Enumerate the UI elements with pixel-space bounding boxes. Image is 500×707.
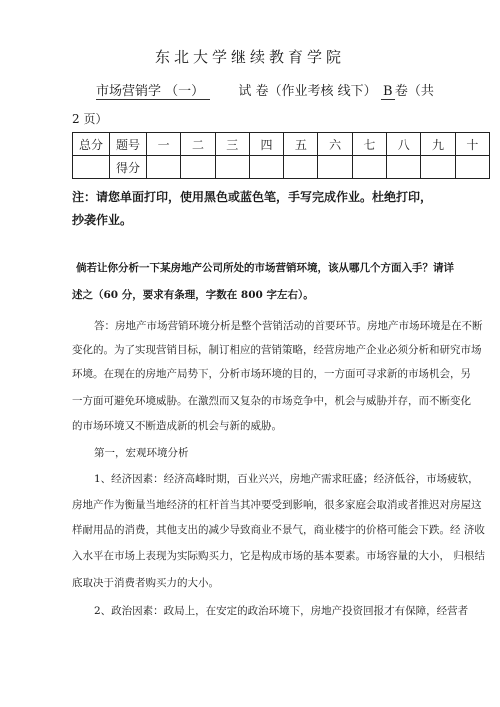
score-cell: 一 [147, 133, 181, 156]
answer-line: 2、政治因素：政局上，在安定的政治环境下，房地产投资回报才有保障，经营者 [94, 605, 469, 617]
score-cell [352, 156, 386, 179]
course-name: 市场营销学 （一） [96, 80, 210, 100]
exam-type: 试 卷（作业考核 线下） [238, 84, 377, 99]
score-cell [455, 156, 489, 179]
answer-line: 答：房地产市场营销环境分析是整个营销活动的首要环节。房地产市场环境是在不断 [94, 320, 483, 332]
score-cell [215, 156, 249, 179]
notice-line-1: 注：请您单面打印，使用黑色或蓝色笔，手写完成作业。杜绝打印， [72, 190, 433, 204]
score-cell: 六 [318, 133, 352, 156]
score-cell: 题号 [110, 133, 147, 156]
score-cell [147, 156, 181, 179]
paper-version: B [381, 84, 395, 100]
score-cell [181, 156, 215, 179]
answer-line: 的市场环境又不断造成新的机会与新的威胁。 [72, 420, 282, 432]
score-cell [318, 156, 352, 179]
section-heading: 第一，宏观环境分析 [94, 447, 189, 459]
answer-line: 环境。在现在的房地产局势下，分析市场环境的目的，一方面可寻求新的市场机会，另 [72, 368, 471, 380]
answer-line: 变化的。为了实现营销目标，制订相应的营销策略，经营房地产企业必须分析和研究市场 [72, 344, 482, 356]
score-cell [284, 156, 318, 179]
score-cell [421, 156, 455, 179]
score-cell: 十 [455, 133, 489, 156]
score-table-score-row [73, 156, 490, 179]
answer-line: 入水平在市场上表现为实际购买力，它是构成市场的基本要素。市场容量的大小， 归根结 [72, 550, 485, 562]
answer-line: 样耐用品的消费，其他支出的减少导致商业不景气，商业楼宇的价格可能会下跌。经 济收 [72, 524, 485, 536]
score-table [72, 132, 490, 179]
score-cell [249, 156, 283, 179]
total-pages-prefix: 卷（共 [394, 84, 434, 99]
answer-line: 1、经济因素：经济高峰时期，百业兴兴，房地产需求旺盛；经济低谷，市场疲软， [94, 473, 479, 485]
score-cell: 二 [181, 133, 215, 156]
score-cell: 总分 [73, 133, 110, 156]
notice-line-2: 抄袭作业。 [72, 213, 133, 227]
question-line-2: 述之（60 分，要求有条理，字数在 800 字左右）。 [72, 289, 314, 301]
score-cell [73, 156, 110, 179]
exam-header-line [96, 80, 434, 100]
document-title: 东北大学继续教育学院 [154, 48, 345, 66]
score-cell [387, 156, 421, 179]
question-line-1: 倘若让你分析一下某房地产公司所处的市场营销环境，该从哪几个方面入手？请详 [76, 262, 454, 274]
score-table-header-row [73, 133, 490, 156]
score-cell: 八 [387, 133, 421, 156]
score-cell: 七 [352, 133, 386, 156]
score-cell: 九 [421, 133, 455, 156]
total-pages: 2 页） [72, 112, 108, 126]
score-cell: 三 [215, 133, 249, 156]
answer-line: 房地产作为衡量当地经济的杠杆首当其冲要受到影响，很多家庭会取消或者推迟对房屋这 [72, 499, 482, 511]
score-cell: 五 [284, 133, 318, 156]
score-cell: 得分 [110, 156, 147, 179]
score-cell: 四 [249, 133, 283, 156]
answer-line: 一方面可避免环境威胁。在激烈而又复杂的市场竞争中，机会与威胁并存，而不断变化 [72, 395, 471, 407]
answer-line: 底取决于消费者购买力的大小。 [72, 577, 219, 589]
